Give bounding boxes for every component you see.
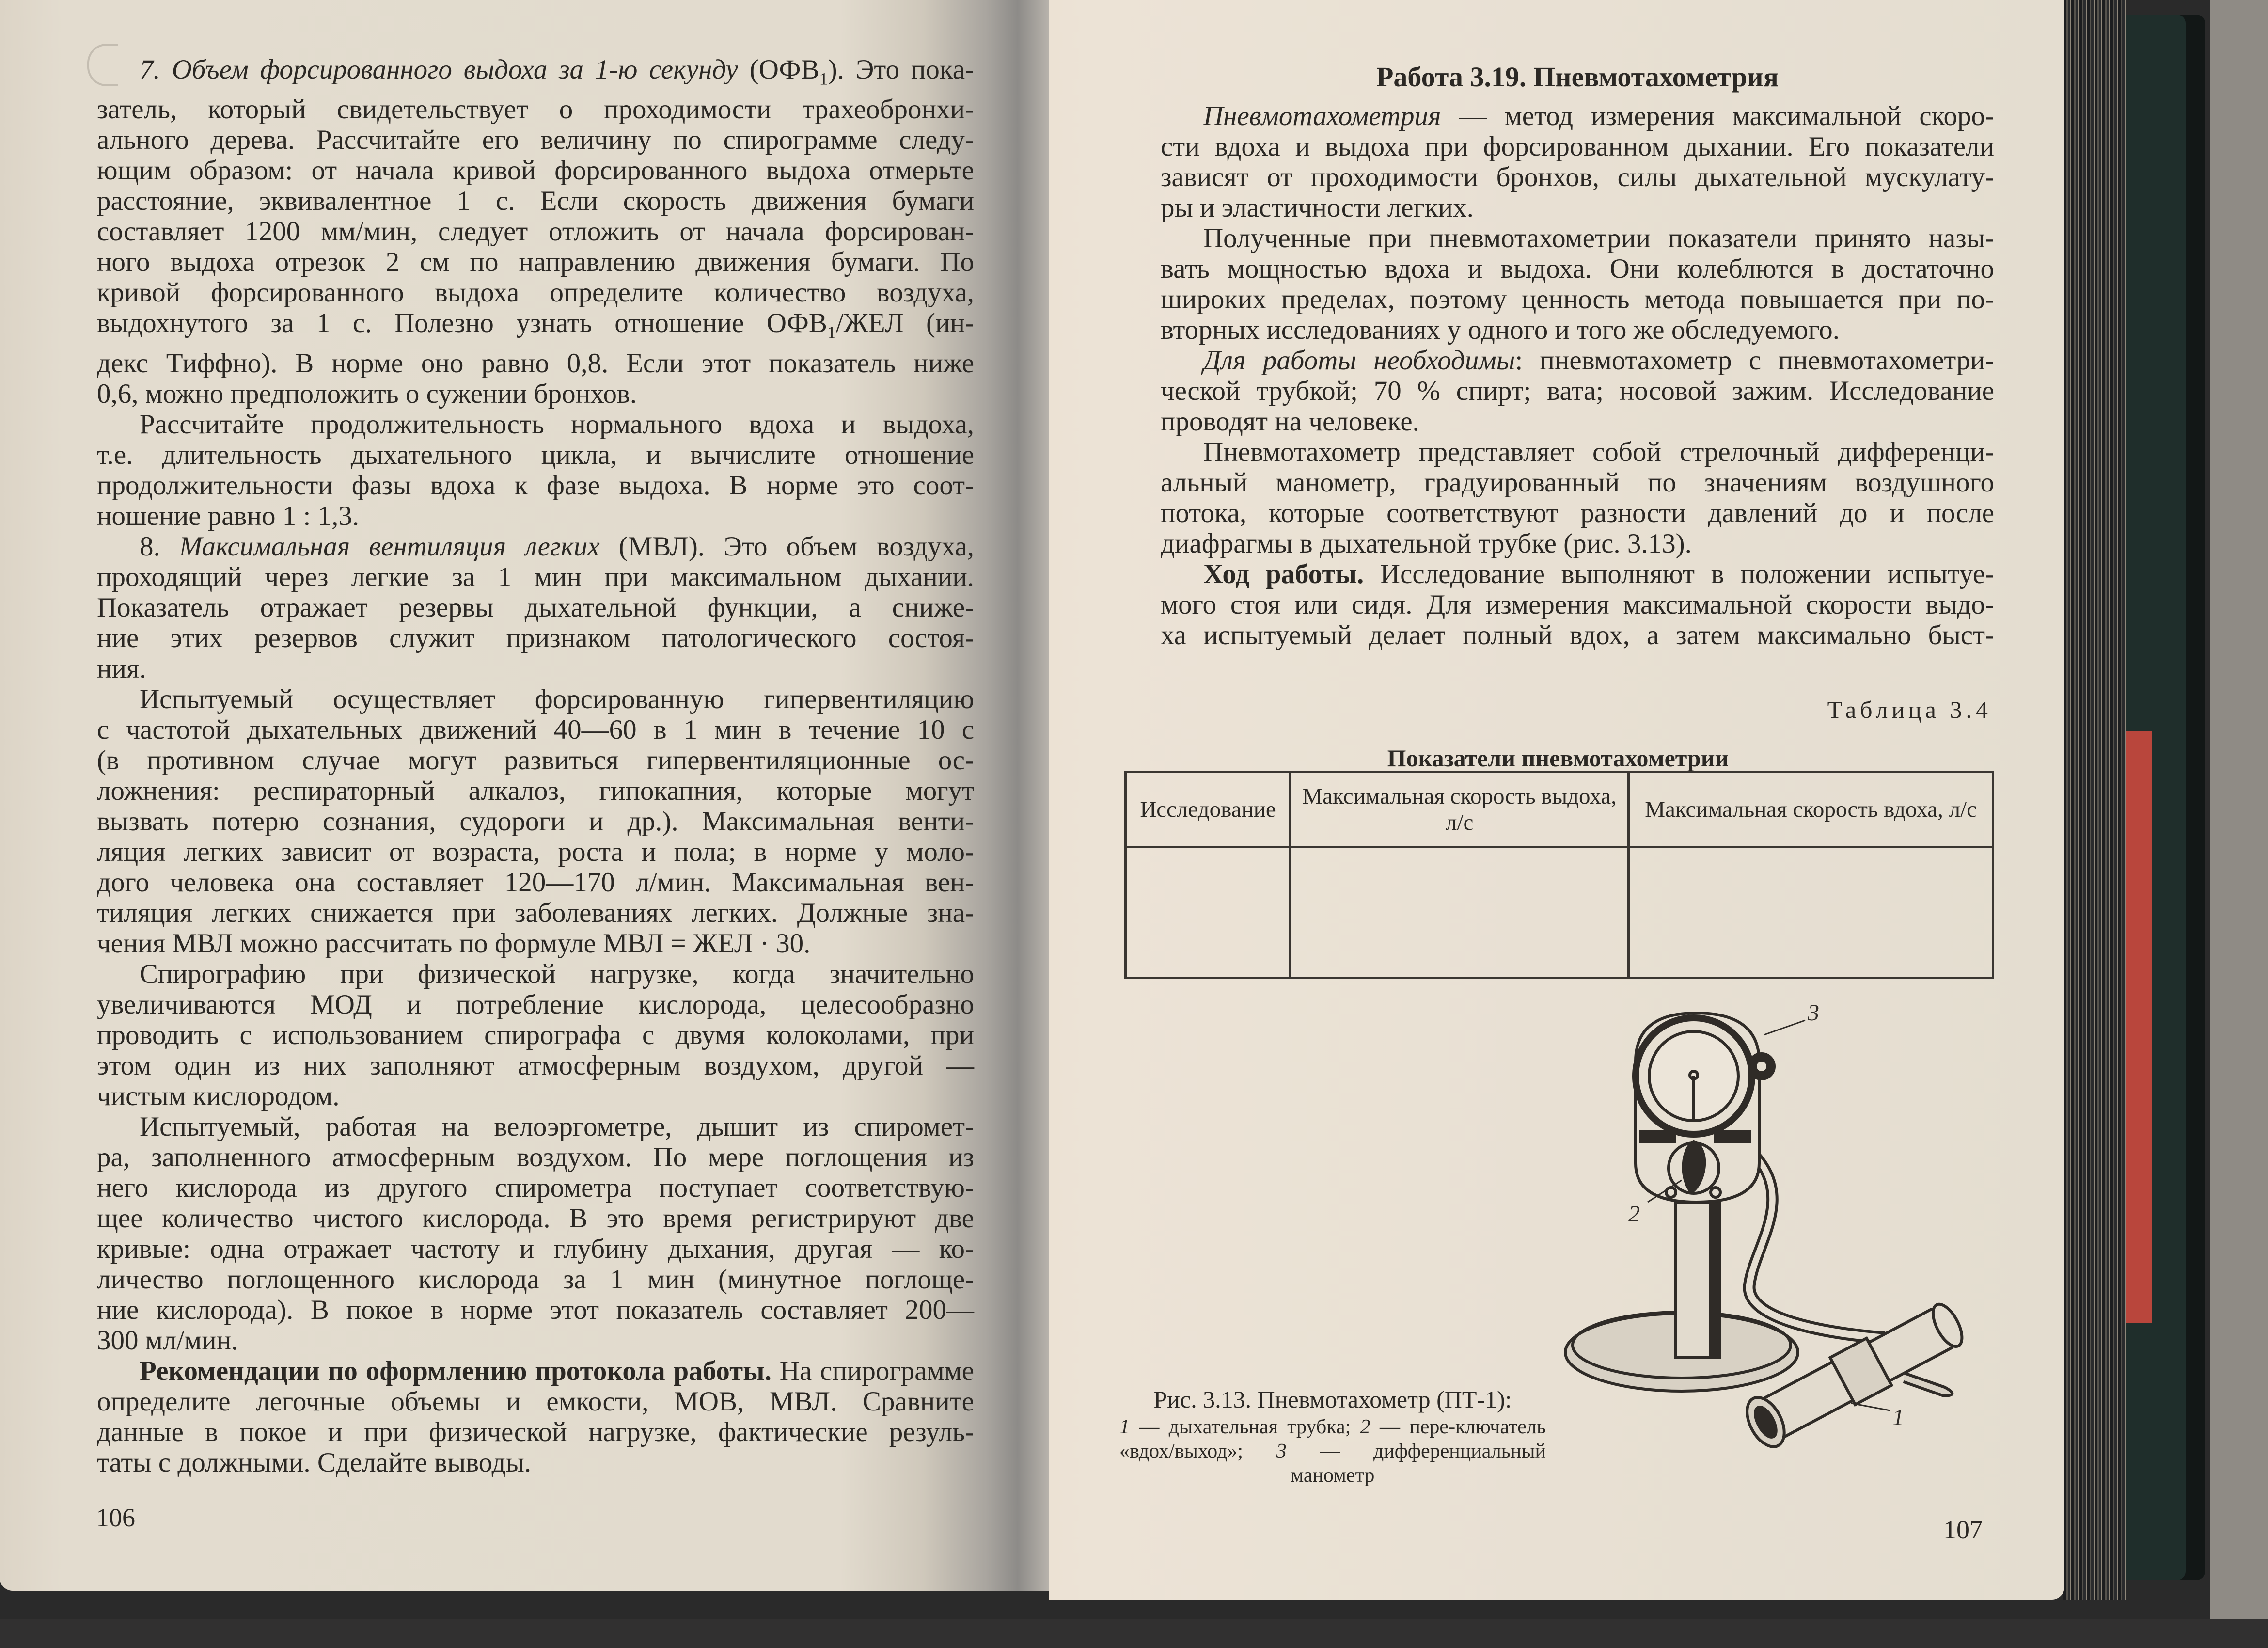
text-line: Полученные при пневмотахометрии показатели принято назы- [1203,223,1994,254]
text-line: расстояние, эквивалентное 1 с. Если скорость движения бумаги [97,186,974,217]
text-line: таты с должными. Сделайте выводы. [97,1447,532,1478]
pneumotachometry-table [1124,771,1994,979]
paragraph [97,409,974,531]
legend-text: — дифференциальный манометр [1286,1440,1546,1487]
section-heading: Работа 3.19. Пневмотахометрия [1376,61,1779,93]
breathing-tube [1739,1297,1986,1485]
text-line: Испытуемый, работая на велоэргометре, дышит из спиромет- [140,1111,974,1142]
text-line: вторных исследованиях у одного и того же обследуемого. [1161,315,1840,345]
legend-text: — пере-ключатель «вдох/выход»; [1119,1416,1546,1462]
text-line: Для работы необходимы: пневмотахометр с пневмотахометри- [1203,345,1995,376]
table-cell [1126,847,1291,978]
text-line: мого стоя или сидя. Для измерения максимальной скорости выдо- [1161,589,1994,620]
text-line: проводят на человеке. [1161,406,1419,437]
callout-1: 1 [1892,1405,1904,1430]
paragraph [97,1111,974,1356]
text-line: вызвать потерю сознания, судороги и др.). Максимальная венти- [97,806,974,837]
paragraph [1161,437,1994,559]
paragraph [97,684,974,959]
paragraph [1161,223,1994,345]
table-header-cell: Исследование [1126,772,1291,847]
text-line: зависят от проходимости бронхов, силы дыхательной мускулату- [1161,162,1994,192]
legend-number: 1 [1119,1416,1130,1438]
paragraph [97,54,974,409]
text-line: составляет 1200 мм/мин, следует отложить от начала форсирован- [97,216,974,247]
paragraph [1161,345,1994,437]
text-line: ние кислорода). В покое в норме этот показатель составляет 200— [97,1294,974,1325]
text-line: с частотой дыхательных движений 40—60 в 1 мин в течение 10 с [97,714,974,745]
table-header-cell: Максимальная скорость вдоха, л/с [1629,772,1993,847]
legend-number: 3 [1276,1440,1287,1462]
table-row [1126,847,1993,978]
page-stack-edges [2063,0,2126,1600]
text-line: ха испытуемый делает полный вдох, а затем максимально быст- [1161,620,1994,650]
text-line: потока, которые соответствуют разности давлений до и после [1161,498,1994,528]
text-line: Спирографию при физической нагрузке, когда значительно [140,958,974,989]
paragraph [97,959,974,1111]
left-page-text [97,54,974,1478]
text-line: проводить с использованием спирографа с двумя колоколами, при [97,1019,974,1050]
breathing-hose [1754,1149,1885,1333]
text-line: затель, который свидетельствует о проходимости трахеобронхи- [97,94,974,125]
text-line: личество поглощенного кислорода за 1 мин (минутное поглоще- [97,1264,974,1295]
callout-3: 3 [1808,1000,1819,1026]
text-line: 300 мл/мин. [97,1325,238,1356]
text-line: ры и эластичности легких. [1161,192,1474,223]
text-line: ние этих резервов служит признаком патологического состоя- [97,622,974,653]
text-line: продолжительности фазы вдоха к фазе выдоха. В норме это соот- [97,470,974,501]
paragraph [1161,101,1994,223]
paragraph [97,531,974,684]
text-line: вать мощностью вдоха и выдоха. Они колеблются в достаточно [1161,254,1994,284]
text-line: ного выдоха отрезок 2 см по направлению движения бумаги. По [97,247,974,278]
table-cell [1629,847,1993,978]
text-line: ния. [97,653,146,684]
page-number-right: 107 [1943,1515,1983,1544]
pneumotachometer-illustration [1551,994,2035,1527]
text-line: Испытуемый осуществляет форсированную гипервентиляцию [140,683,974,714]
text-line: чистым кислородом. [97,1080,340,1111]
text-line: Пневмотахометрия — метод измерения максимальной скоро- [1203,101,1994,131]
text-line: Пневмотахометр представляет собой стрелочный дифференци- [1203,437,1994,467]
text-line: него кислорода из другого спирометра поступает соответствую- [97,1172,974,1203]
figure-title: Рис. 3.13. Пневмотахометр (ПТ-1): [1153,1386,1512,1413]
page-number-left: 106 [96,1503,135,1532]
text-line: кривые: одна отражает частоту и глубину дыхания, другая — ко- [97,1233,974,1264]
text-line: ляция легких зависит от возраста, роста и пола; в норме у моло- [97,836,974,867]
text-line: 0,6, можно предположить о сужении бронхов. [97,378,637,409]
text-line: ющим образом: от начала кривой форсированного выдоха отмерьте [97,155,974,186]
text-line: 7. Объем форсированного выдоха за 1-ю секунду $(ОФВ_1)$. Это пока- [140,54,974,89]
figure-legend [1119,1415,1546,1488]
text-line: декс Тиффно). В норме оно равно 0,8. Если этот показатель ниже [97,348,974,379]
scanner-background [2210,0,2268,1648]
text-line: сти вдоха и выдоха при форсированном дыхании. Его показатели [1161,131,1994,162]
text-line: диафрагмы в дыхательной трубке (рис. 3.13). [1161,528,1692,559]
text-line: ра, заполненного атмосферным воздухом. По мере поглощения из [97,1141,974,1173]
table-header-cell: Максимальная скорость выдоха, л/с [1291,772,1629,847]
figure-caption [1119,1384,1546,1488]
text-line: чения МВЛ можно рассчитать по формуле МВЛ = ЖЕЛ · 30. [97,928,811,959]
text-line: Показатель отражает резервы дыхательной функции, а сниже- [97,592,974,623]
table-cell [1291,847,1629,978]
table-header-row [1126,772,1993,847]
text-line: проходящий через легкие за 1 мин при максимальном дыхании. [97,561,974,592]
legend-text: — дыхательная трубка; [1130,1416,1360,1438]
text-line: выдохнутого за 1 с. Полезно узнать отношение $ОФВ_1$/ЖЕЛ (ин- [97,308,975,342]
text-line: ложнения: респираторный алкалоз, гипокапния, которые могут [97,775,974,806]
text-line: дого человека она составляет 120—170 л/мин. Максимальная вен- [97,867,974,898]
text-line: этом один из них заполняют атмосферным воздухом, другой — [97,1050,974,1081]
table-label: Таблица 3.4 [1827,696,1992,723]
text-line: ческой трубкой; 70 % спирт; вата; носовой зажим. Исследование [1161,376,1994,406]
text-line: кривой форсированного выдоха определите количество воздуха, [97,277,974,308]
text-line: Ход работы. Исследование выполняют в положении испытуе- [1203,559,1994,589]
text-line: т.е. длительность дыхательного цикла, и вычислите отношение [97,439,974,470]
book-cover-red-band [2123,731,2152,1323]
text-line: определите легочные объемы и емкости, МОВ, МВЛ. Сравните [97,1386,974,1417]
text-line: щее количество чистого кислорода. В это время регистрируют две [97,1203,974,1234]
text-line: (в противном случае могут развиться гипервентиляционные ос- [97,745,974,776]
text-line: увеличиваются МОД и потребление кислорода, целесообразно [97,989,974,1020]
table-title: Показатели пневмотахометрии [1387,745,1729,772]
scanner-background-bottom [0,1619,2268,1648]
text-line: Рассчитайте продолжительность нормального вдоха и выдоха, [140,409,974,440]
legend-number: 2 [1360,1416,1370,1438]
text-line: альный манометр, градуированный по значениям воздушного [1161,467,1994,498]
paragraph [1161,559,1994,650]
paragraph [97,1356,974,1478]
callout-2: 2 [1628,1201,1640,1227]
text-line: данные в покое и при физической нагрузке, фактические резуль- [97,1416,974,1447]
right-page-text [1161,101,1994,650]
text-line: ношение равно 1 : 1,3. [97,500,360,531]
text-line: 8. Максимальная вентиляция легких (МВЛ). Это объем воздуха, [140,531,975,562]
text-line: тиляция легких снижается при заболеваниях легких. Должные зна- [97,897,974,928]
text-line: Рекомендации по оформлению протокола работы. На спирограмме [140,1355,975,1386]
text-line: широких пределах, поэтому ценность метода повышается при по- [1161,284,1994,315]
text-line: ального дерева. Рассчитайте его величину по спирограмме следу- [97,125,974,156]
